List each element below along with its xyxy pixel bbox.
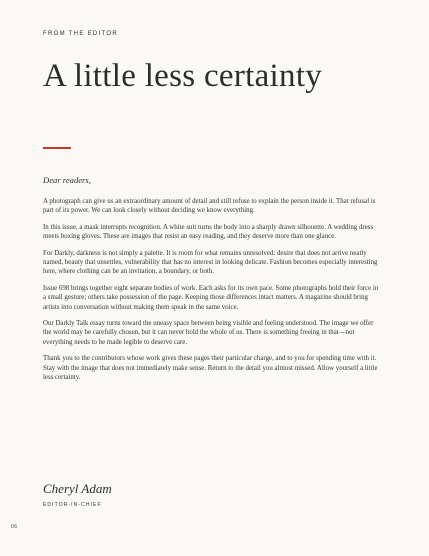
accent-rule [43,147,71,149]
signature-role: EDITOR-IN-CHIEF [43,502,102,508]
editor-letter-page [43,0,383,556]
signature: Cheryl Adam [43,481,112,496]
body-paragraph-5: Our Darkly Talk essay turns toward the uneasy space between being visible and feeling understood. The image we offer the world may be carefully chosen, but it can never hold the whole of us. There is something freeing in that—not everything needs to be made legible to deserve care. [43,320,374,346]
body-paragraph-3: For Darkly, darkness is not simply a palette. It is room for what remains unresolved: desire that does not arrive neatly named, beauty that unsettles, vulnerability that has no interest in looking delicate. Fashion becomes especially interesting here, where clothing can be an invitation, a boundary, or both. [43,249,378,276]
letter-body [43,197,379,390]
body-paragraph-4: Issue 698 brings together eight separate bodies of work. Each asks for its own pace. Some photographs hold their force in a small gesture; others take possession of the page. Keeping those differences intact matters. A magazine should bring artists into conversation without making them speak in the same voice. [43,284,379,311]
page-title: A little less certainty [43,58,323,94]
body-paragraph-1: A photograph can give us an extraordinary amount of detail and still refuse to explain the person inside it. That refusal is part of its power. We can look closely without deciding we know everything. [43,198,376,215]
salutation: Dear readers, [43,175,91,185]
section-kicker: FROM THE EDITOR [43,31,118,37]
body-paragraph-6: Thank you to the contributors whose work gives these pages their particular charge, and to you for spending time with it. Stay with the image that does not immediately make sense. Return to the detail you almost missed. Allow yourself a little less certainty. [43,355,378,382]
body-paragraph-2: In this issue, a mask interrupts recognition. A white suit turns the body into a sharply drawn silhouette. A wedding dress meets boxing gloves. These are images that resist an easy reading, and they deserve more than one glance. [43,223,374,241]
page-number: 06 [11,524,18,530]
